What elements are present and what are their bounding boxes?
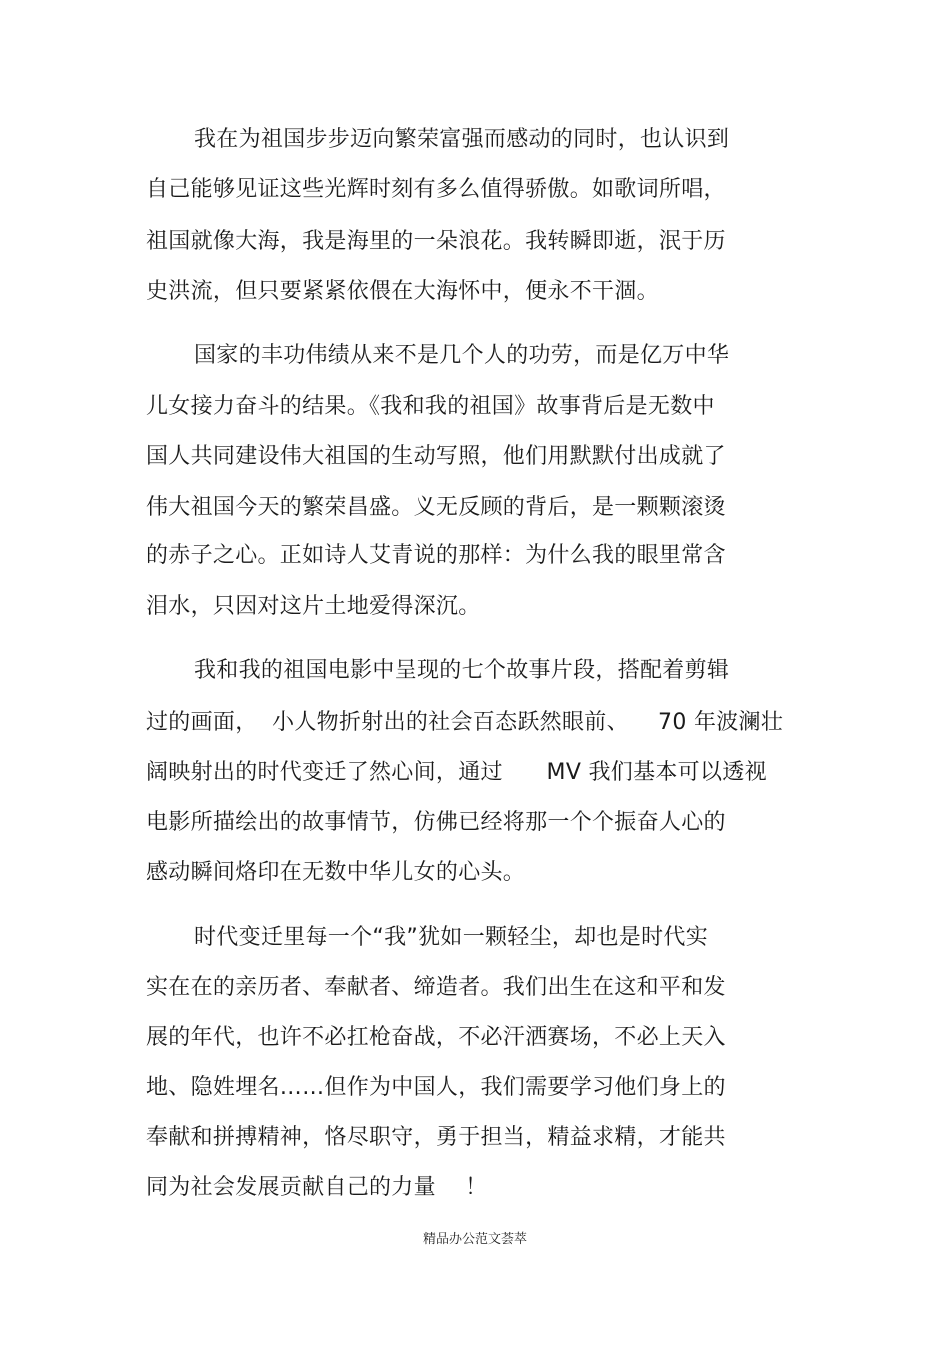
- paragraph-3-line-1: 我和我的祖国电影中呈现的七个故事片段，搭配着剪辑: [194, 658, 730, 683]
- paragraph-3-line-2: 过的画面， 小人物折射出的社会百态跃然眼前、 70 年波澜壮: [146, 710, 784, 735]
- paragraph-4-line-6: 同为社会发展贡献自己的力量 ！: [146, 1175, 488, 1200]
- paragraph-2-line-5: 的赤子之心。正如诗人艾青说的那样：为什么我的眼里常含: [146, 543, 726, 568]
- paragraph-1-line-4: 史洪流，但只要紧紧依偎在大海怀中，便永不干涸。: [146, 279, 659, 304]
- paragraph-4-line-5: 奉献和拼搏精神，恪尽职守，勇于担当，精益求精，才能共: [146, 1125, 726, 1150]
- paragraph-4-line-4: 地、隐姓埋名……但作为中国人，我们需要学习他们身上的: [146, 1075, 726, 1100]
- paragraph-1-line-3: 祖国就像大海，我是海里的一朵浪花。我转瞬即逝，泯于历: [146, 229, 726, 254]
- paragraph-2-line-2: 儿女接力奋斗的结果。《我和我的祖国》故事背后是无数中: [146, 394, 715, 419]
- paragraph-2-line-1: 国家的丰功伟绩从来不是几个人的功劳，而是亿万中华: [194, 343, 730, 368]
- paragraph-2-line-3: 国人共同建设伟大祖国的生动写照，他们用默默付出成就了: [146, 444, 726, 469]
- paragraph-1-line-1: 我在为祖国步步迈向繁荣富强而感动的同时，也认识到: [194, 127, 730, 152]
- paragraph-4-line-3: 展的年代，也许不必扛枪奋战，不必汗洒赛场，不必上天入: [146, 1025, 726, 1050]
- paragraph-4-line-1: 时代变迁里每一个“我”犹如一颗轻尘，却也是时代实: [194, 925, 708, 950]
- page-footer: 精品办公范文荟萃: [422, 1232, 527, 1247]
- paragraph-4-line-2: 实在在的亲历者、奉献者、缔造者。我们出生在这和平和发: [146, 975, 726, 1000]
- paragraph-3-line-5: 感动瞬间烙印在无数中华儿女的心头。: [146, 860, 526, 885]
- paragraph-2-line-6: 泪水，只因对这片土地爱得深沉。: [146, 594, 481, 619]
- paragraph-2-line-4: 伟大祖国今天的繁荣昌盛。义无反顾的背后，是一颗颗滚烫: [146, 495, 726, 520]
- paragraph-3-line-3: 阔映射出的时代变迁了然心间，通过 MV 我们基本可以透视: [146, 760, 767, 785]
- paragraph-3-line-4: 电影所描绘出的故事情节，仿佛已经将那一个个振奋人心的: [146, 810, 726, 835]
- paragraph-1-line-2: 自己能够见证这些光辉时刻有多么值得骄傲。如歌词所唱，: [146, 177, 726, 202]
